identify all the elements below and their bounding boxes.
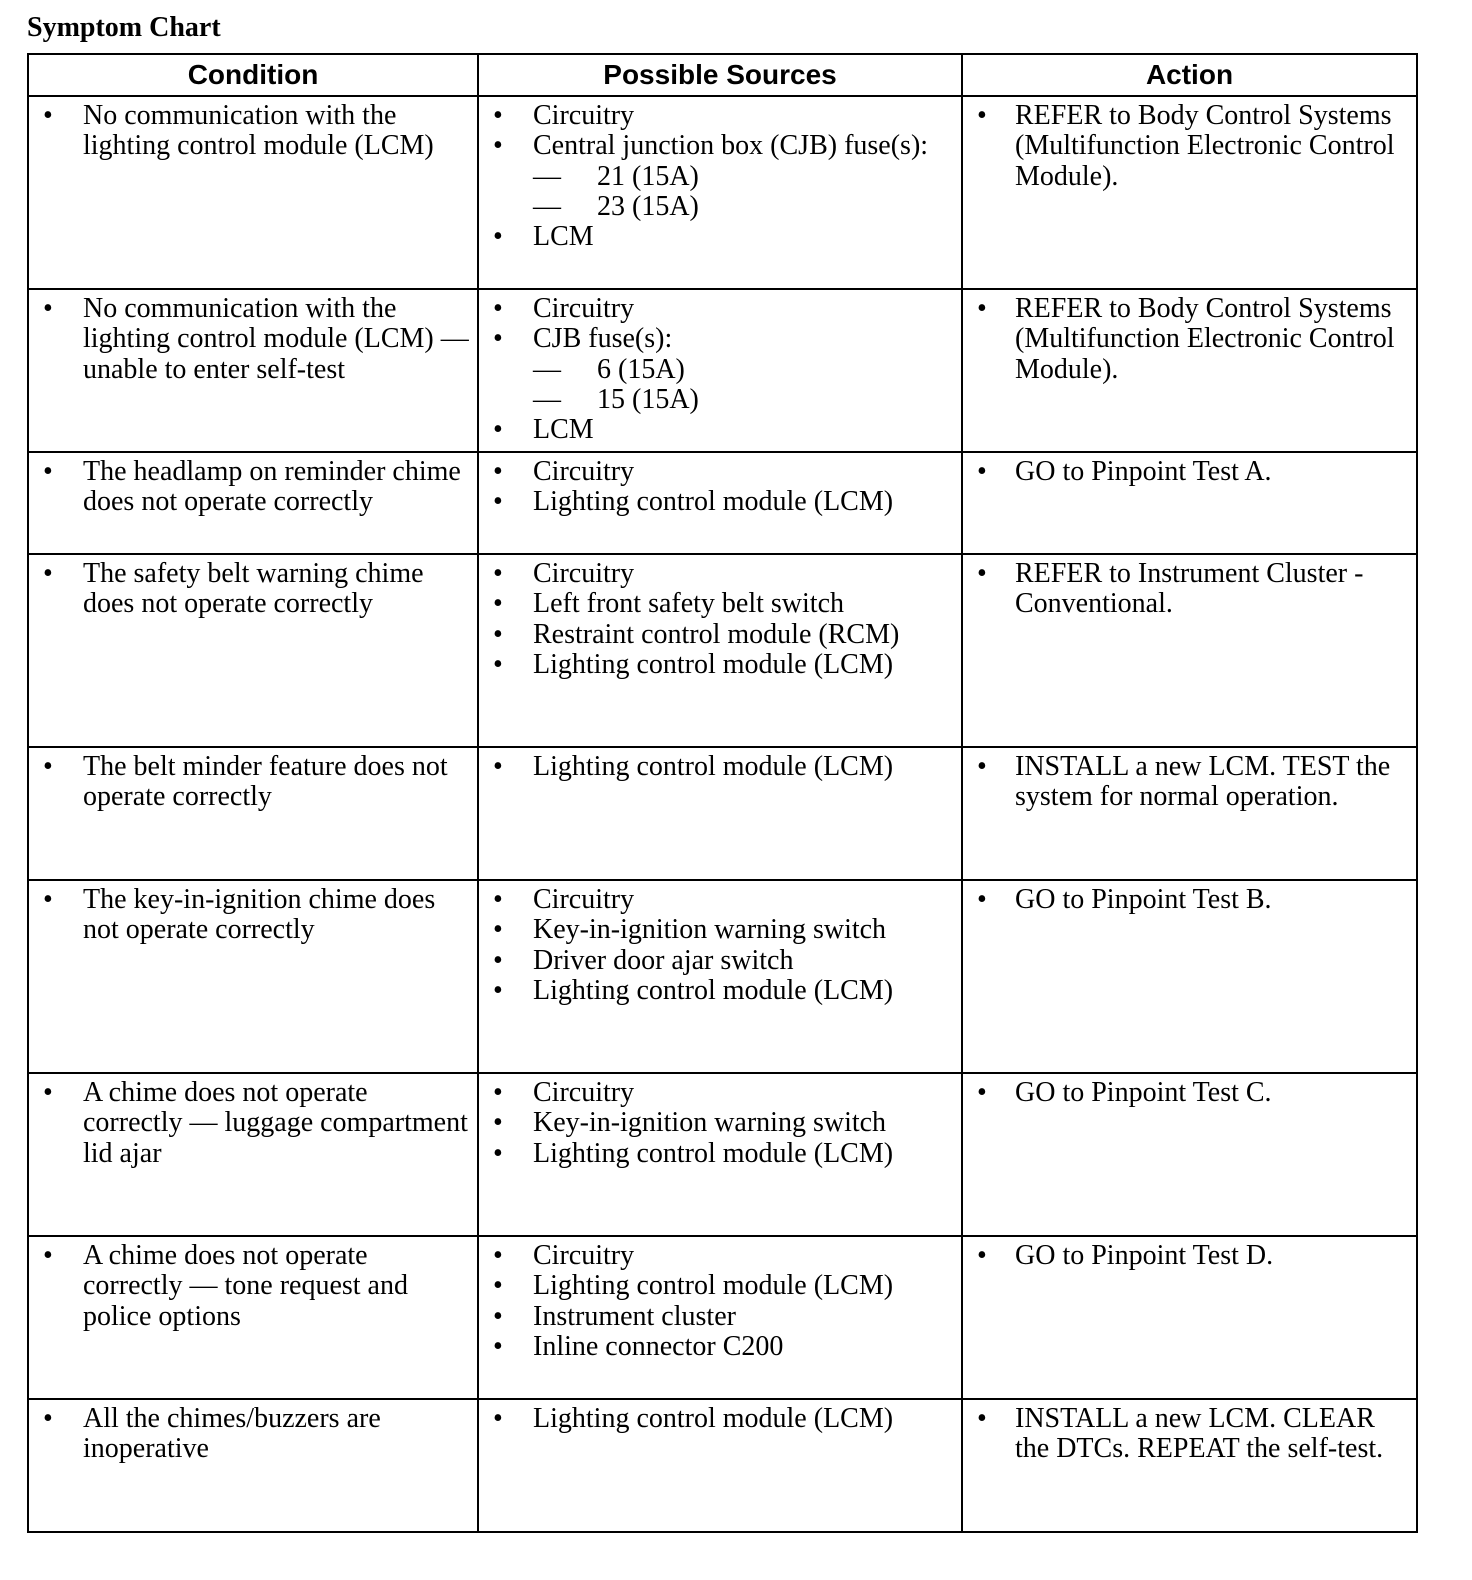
action-text: • GO to Pinpoint Test C. bbox=[963, 1078, 1410, 1108]
action-list bbox=[963, 555, 1416, 620]
table-row bbox=[28, 747, 1417, 880]
condition-cell bbox=[28, 1236, 478, 1399]
fuse-item: — 21 (15A) bbox=[533, 162, 955, 192]
condition-cell bbox=[28, 1399, 478, 1532]
table-body bbox=[28, 96, 1417, 1532]
condition-cell bbox=[28, 96, 478, 289]
source-text: Inline connector C200 bbox=[533, 1330, 784, 1362]
source-text: Circuitry bbox=[533, 1240, 635, 1271]
source-text: Circuitry bbox=[533, 1077, 635, 1108]
source-text: Circuitry bbox=[533, 558, 635, 589]
action-text: • INSTALL a new LCM. TEST the system for normal operation. bbox=[963, 752, 1410, 813]
sources-list bbox=[479, 881, 961, 1006]
source-text: CJB fuse(s): bbox=[533, 323, 673, 355]
source-item bbox=[479, 885, 955, 915]
condition-text: • The safety belt warning chime does not operate correctly bbox=[29, 559, 471, 620]
source-text: Instrument cluster bbox=[533, 1300, 736, 1332]
sources-list bbox=[479, 453, 961, 518]
condition-list bbox=[29, 1400, 477, 1465]
action-cell bbox=[962, 1399, 1417, 1532]
condition-list bbox=[29, 97, 477, 162]
action-list bbox=[963, 881, 1416, 915]
action-text: • GO to Pinpoint Test D. bbox=[963, 1241, 1410, 1271]
condition-list bbox=[29, 881, 477, 946]
condition-list bbox=[29, 453, 477, 518]
source-text: Circuitry bbox=[533, 100, 635, 131]
action-text: • INSTALL a new LCM. CLEAR the DTCs. REPEAT the self-test. bbox=[963, 1404, 1410, 1465]
sources-list bbox=[479, 290, 961, 445]
condition-text: • No communication with the lighting control module (LCM) — unable to enter self-test bbox=[29, 294, 471, 385]
fuse-item: — 6 (15A) bbox=[533, 355, 955, 385]
action-cell bbox=[962, 554, 1417, 747]
condition-list bbox=[29, 748, 477, 813]
sources-cell bbox=[478, 96, 962, 289]
source-item bbox=[479, 324, 955, 415]
table-row bbox=[28, 1399, 1417, 1532]
action-cell bbox=[962, 747, 1417, 880]
page-title: Symptom Chart bbox=[27, 12, 221, 43]
condition-text: • A chime does not operate correctly — luggage compartment lid ajar bbox=[29, 1078, 471, 1169]
action-cell bbox=[962, 96, 1417, 289]
fuse-list bbox=[533, 355, 955, 416]
source-item bbox=[479, 650, 955, 680]
condition-cell bbox=[28, 1073, 478, 1236]
table-row bbox=[28, 880, 1417, 1073]
action-text: • REFER to Body Control Systems (Multifunction Electronic Control Module). bbox=[963, 294, 1410, 385]
sources-list bbox=[479, 1400, 961, 1434]
table-row bbox=[28, 1236, 1417, 1399]
sources-list bbox=[479, 97, 961, 252]
source-item bbox=[479, 131, 955, 222]
table-row bbox=[28, 96, 1417, 289]
possible-sources-header: Possible Sources bbox=[478, 54, 962, 96]
action-text: • REFER to Body Control Systems (Multifunction Electronic Control Module). bbox=[963, 101, 1410, 192]
source-text: Circuitry bbox=[533, 884, 635, 915]
action-list bbox=[963, 1400, 1416, 1465]
condition-cell bbox=[28, 747, 478, 880]
source-text: Lighting control module (LCM) bbox=[533, 1137, 894, 1169]
action-list bbox=[963, 1237, 1416, 1271]
source-item bbox=[479, 1302, 955, 1332]
action-header: Action bbox=[962, 54, 1417, 96]
condition-text: • The headlamp on reminder chime does not operate correctly bbox=[29, 457, 471, 518]
source-item bbox=[479, 1332, 955, 1362]
action-list bbox=[963, 1074, 1416, 1108]
fuse-item: — 15 (15A) bbox=[533, 385, 955, 415]
action-cell bbox=[962, 452, 1417, 554]
sources-list bbox=[479, 748, 961, 782]
sources-list bbox=[479, 555, 961, 680]
action-list bbox=[963, 290, 1416, 385]
condition-cell bbox=[28, 289, 478, 452]
condition-text: • The belt minder feature does not operate correctly bbox=[29, 752, 471, 813]
condition-list bbox=[29, 1074, 477, 1169]
table-row bbox=[28, 289, 1417, 452]
sources-cell bbox=[478, 452, 962, 554]
action-cell bbox=[962, 1236, 1417, 1399]
source-item bbox=[479, 752, 955, 782]
source-item bbox=[479, 415, 955, 445]
source-item bbox=[479, 222, 955, 252]
source-text: LCM bbox=[533, 221, 594, 253]
source-item bbox=[479, 589, 955, 619]
source-text: Lighting control module (LCM) bbox=[533, 1403, 894, 1434]
condition-text: • A chime does not operate correctly — tone request and police options bbox=[29, 1241, 471, 1332]
source-text: Lighting control module (LCM) bbox=[533, 486, 894, 518]
source-item bbox=[479, 946, 955, 976]
fuse-list bbox=[533, 162, 955, 223]
condition-cell bbox=[28, 452, 478, 554]
action-list bbox=[963, 97, 1416, 192]
source-item bbox=[479, 457, 955, 487]
action-text: • REFER to Instrument Cluster - Conventional. bbox=[963, 559, 1410, 620]
source-text: Lighting control module (LCM) bbox=[533, 751, 894, 782]
condition-list bbox=[29, 290, 477, 385]
sources-list bbox=[479, 1237, 961, 1362]
source-text: Lighting control module (LCM) bbox=[533, 648, 894, 680]
source-item bbox=[479, 1139, 955, 1169]
source-text: Lighting control module (LCM) bbox=[533, 1270, 894, 1302]
symptom-chart-table bbox=[27, 53, 1418, 1533]
action-list bbox=[963, 453, 1416, 487]
sources-cell bbox=[478, 554, 962, 747]
source-item bbox=[479, 487, 955, 517]
sources-cell bbox=[478, 1399, 962, 1532]
source-text: Lighting control module (LCM) bbox=[533, 974, 894, 1006]
source-text: Key-in-ignition warning switch bbox=[533, 914, 887, 946]
sources-list bbox=[479, 1074, 961, 1169]
source-item bbox=[479, 559, 955, 589]
source-text: Circuitry bbox=[533, 293, 635, 324]
sources-cell bbox=[478, 289, 962, 452]
table-row bbox=[28, 554, 1417, 747]
source-item bbox=[479, 620, 955, 650]
source-item bbox=[479, 1404, 955, 1434]
action-text: • GO to Pinpoint Test B. bbox=[963, 885, 1410, 915]
source-item bbox=[479, 976, 955, 1006]
sources-cell bbox=[478, 1236, 962, 1399]
sources-cell bbox=[478, 1073, 962, 1236]
action-cell bbox=[962, 289, 1417, 452]
source-item bbox=[479, 1271, 955, 1301]
condition-text: • The key-in-ignition chime does not operate correctly bbox=[29, 885, 471, 946]
source-item bbox=[479, 1078, 955, 1108]
action-text: • GO to Pinpoint Test A. bbox=[963, 457, 1410, 487]
source-text: Restraint control module (RCM) bbox=[533, 618, 900, 650]
source-text: Left front safety belt switch bbox=[533, 588, 845, 620]
table-header-row bbox=[28, 54, 1417, 96]
condition-text: • All the chimes/buzzers are inoperative bbox=[29, 1404, 471, 1465]
source-item bbox=[479, 1108, 955, 1138]
source-item bbox=[479, 1241, 955, 1271]
source-text: Driver door ajar switch bbox=[533, 944, 794, 976]
source-text: Central junction box (CJB) fuse(s): bbox=[533, 130, 929, 162]
condition-list bbox=[29, 1237, 477, 1332]
action-cell bbox=[962, 880, 1417, 1073]
condition-list bbox=[29, 555, 477, 620]
condition-cell bbox=[28, 554, 478, 747]
condition-header: Condition bbox=[28, 54, 478, 96]
condition-text: • No communication with the lighting control module (LCM) bbox=[29, 101, 471, 162]
source-text: LCM bbox=[533, 414, 594, 446]
source-text: Key-in-ignition warning switch bbox=[533, 1107, 887, 1139]
table-row bbox=[28, 1073, 1417, 1236]
source-text: Circuitry bbox=[533, 456, 635, 487]
source-item bbox=[479, 915, 955, 945]
sources-cell bbox=[478, 747, 962, 880]
table-row bbox=[28, 452, 1417, 554]
source-item bbox=[479, 294, 955, 324]
action-list bbox=[963, 748, 1416, 813]
sources-cell bbox=[478, 880, 962, 1073]
action-cell bbox=[962, 1073, 1417, 1236]
condition-cell bbox=[28, 880, 478, 1073]
source-item bbox=[479, 101, 955, 131]
fuse-item: — 23 (15A) bbox=[533, 192, 955, 222]
